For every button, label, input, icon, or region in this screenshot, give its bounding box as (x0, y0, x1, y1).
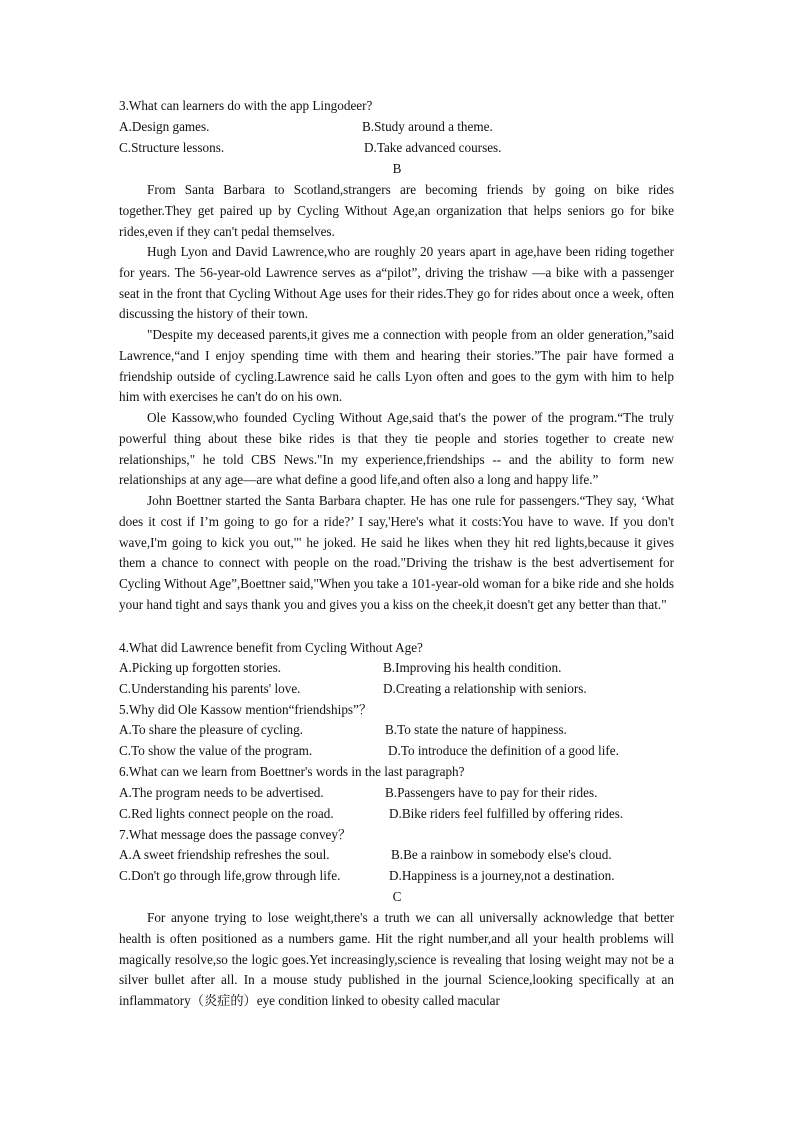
section-b-paragraph-2: Hugh Lyon and David Lawrence,who are roughly 20 years apart in age,have been riding together for years. The 56-year-old Lawrence serves as a“pilot”, driving the trishaw —a bike with a passenger seat in the front that Cycling Without Age uses for their rides.They go for rides about once a week, often discussing the history of their town. (119, 244, 674, 322)
q3-option-b: B.Study around a theme. (362, 119, 493, 134)
section-b-paragraph-1: From Santa Barbara to Scotland,strangers are becoming friends by going on bike rides together.They get paired up by Cycling Without Age,an organization that helps seniors go for bike rides,even if they can't pedal themselves. (119, 182, 674, 239)
q5-option-c: C.To show the value of the program. (119, 743, 313, 758)
section-c-paragraph-1: For anyone trying to lose weight,there's a truth we can all universally acknowledge that better health is often positioned as a numbers game. Hit the right number,and all your health problems will magically resolve,so the logic goes.Yet increasingly,science is revealing that losing weight may not be a silver bullet after all. In a mouse study published in the journal Science,looking specifically at an inflammatory（炎症的）eye condition linked to obesity called macular (119, 910, 674, 1008)
q3-option-d: D.Take advanced courses. (364, 140, 502, 155)
q7-option-c: C.Don't go through life,grow through life. (119, 868, 341, 883)
q5-option-d: D.To introduce the definition of a good life. (388, 743, 619, 758)
section-b-paragraph-4: Ole Kassow,who founded Cycling Without Age,said that's the power of the program.“The truly powerful thing about these bike rides is that they tie people and stories together to create new relationships," he told CBS News."In my experience,friendships -- and the ability to form new relationships at any age—are what define a good life,and often also a long and happy life.” (119, 410, 674, 488)
section-c-heading: C (392, 889, 402, 904)
q6-option-c: C.Red lights connect people on the road. (119, 806, 334, 821)
question-5: 5.Why did Ole Kassow mention“friendships”？ (119, 702, 373, 717)
q4-option-a: A.Picking up forgotten stories. (119, 660, 282, 675)
question-3: 3.What can learners do with the app Lingodeer? (119, 98, 373, 113)
question-7: 7.What message does the passage convey？ (119, 827, 352, 842)
q4-option-b: B.Improving his health condition. (383, 660, 562, 675)
q7-option-d: D.Happiness is a journey,not a destination. (389, 868, 615, 883)
q5-option-b: B.To state the nature of happiness. (385, 722, 567, 737)
q3-option-a: A.Design games. (119, 119, 210, 134)
section-b-paragraph-5: John Boettner started the Santa Barbara chapter. He has one rule for passengers.“They say, ‘What does it cost if I’m going to go for a ride?’ I say,'Here's what it costs:You have to wave. If you don't wave,I'm going to kick you out,'" he joked. He said he likes when they hit red lights,because it gives them a chance to connect with people on the road."Driving the trishaw is the best advertisement for Cycling Without Age”,Boettner said,"When you take a 101-year-old woman for a bike ride and she holds your hand tight and says thank you and gives you a kiss on the cheek,it doesn't get any better than that." (119, 493, 674, 612)
q7-option-b: B.Be a rainbow in somebody else's cloud. (391, 847, 612, 862)
q6-option-b: B.Passengers have to pay for their rides. (385, 785, 598, 800)
q3-option-c: C.Structure lessons. (119, 140, 225, 155)
q6-option-a: A.The program needs to be advertised. (119, 785, 324, 800)
question-6: 6.What can we learn from Boettner's words in the last paragraph? (119, 764, 465, 779)
section-b-paragraph-3: "Despite my deceased parents,it gives me a connection with people from an older generation,”said Lawrence,“and I enjoy spending time with them and hearing their stories.”The pair have formed a friendship outside of cycling.Lawrence said he calls Lyon often and goes to the gym with him to help him with exercises he can't do on his own. (119, 327, 674, 405)
q5-option-a: A.To share the pleasure of cycling. (119, 722, 303, 737)
question-4: 4.What did Lawrence benefit from Cycling Without Age? (119, 640, 423, 655)
section-b-heading: B (392, 161, 402, 176)
q6-option-d: D.Bike riders feel fulfilled by offering rides. (389, 806, 624, 821)
q4-option-c: C.Understanding his parents' love. (119, 681, 301, 696)
q4-option-d: D.Creating a relationship with seniors. (383, 681, 587, 696)
q7-option-a: A.A sweet friendship refreshes the soul. (119, 847, 330, 862)
